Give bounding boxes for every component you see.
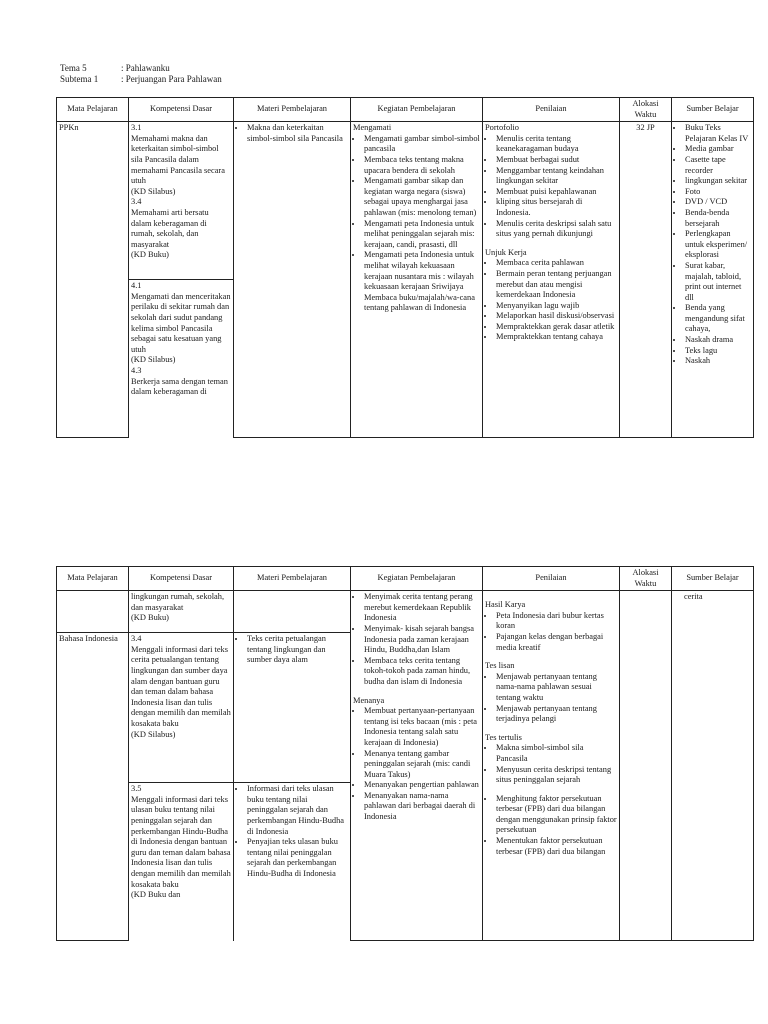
list-item: • Mengamati peta Indonesia untuk melihat peninggalan sejarah mis: kerajaan, candi, prasasti, dll — [363, 219, 480, 251]
list-item: • Informasi dari teks ulasan buku tentang nilai peninggalan sejarah dan perkembangan Hindu-Budha di Indonesia — [246, 784, 348, 837]
list-item: • Mengamati peta Indonesia untuk melihat wilayah kekuasaan kerajaan nusantara mis : wilayah kekuasaan kerajaan Sriwijaya Membaca buku/majalah/wa-cana tentang pahlawan di Indonesia — [363, 250, 480, 314]
penilaian-heading: Unjuk Kerja — [485, 247, 527, 257]
col-header-sumber-belajar: Sumber Belajar — [672, 98, 754, 122]
col-header-penilaian: Penilaian — [483, 567, 620, 591]
document-header — [60, 63, 222, 85]
list-item: • Penyajian teks ulasan buku tentang nilai peninggalan sejarah dan perkembangan Hindu-Budha di Indonesia — [246, 837, 348, 879]
list-item: • Benda yang mengandung sifat cahaya, — [684, 303, 751, 335]
tema-value: : Pahlawanku — [121, 63, 170, 73]
list-item: • DVD / VCD — [684, 197, 751, 208]
table-header-row — [57, 98, 754, 122]
list-item: • Foto — [684, 187, 751, 198]
list-item: • Menentukan faktor persekutuan terbesar (FPB) dari dua bilangan — [495, 836, 617, 857]
materi-cell — [234, 122, 351, 438]
col-header-penilaian: Penilaian — [483, 98, 620, 122]
materi-cell — [234, 591, 351, 633]
penilaian-cell — [483, 122, 620, 438]
alokasi-cell: 32 JP — [620, 122, 672, 438]
table-header-row — [57, 567, 754, 591]
col-header-alokasi-waktu: Alokasi Waktu — [620, 98, 672, 122]
list-item: • Menanyakan pengertian pahlawan — [363, 780, 480, 791]
list-item: • Buku Teks Pelajaran Kelas IV — [684, 123, 751, 144]
kegiatan-list — [353, 592, 480, 687]
kd-cell: 3.5 Menggali informasi dari teks ulasan buku tentang nilai peninggalan sejarah dan perkembangan Hindu-Budha di Indonesia dengan bantuan guru dan teman dalam bahasa Indonesia lisan dan tulis dengan memilih dan memilah kosakata baku (KD Buku dan — [129, 783, 234, 941]
list-item: • Menggambar tentang keindahan lingkungan sekitar — [495, 166, 617, 187]
sumber-list — [674, 123, 751, 367]
list-item: • Pajangan kelas dengan berbagai media kreatif — [495, 632, 617, 653]
list-item: • Menulis cerita deskripsi salah satu situs yang pernah dikunjungi — [495, 219, 617, 240]
list-item: • Menulis cerita tentang keanekaragaman budaya — [495, 134, 617, 155]
subject-cell: PPKn — [57, 122, 129, 438]
kegiatan-list — [353, 706, 480, 823]
list-item: • Mempraktekkan tentang cahaya — [495, 332, 617, 343]
subtema-value: : Perjuangan Para Pahlawan — [121, 74, 222, 84]
list-item: • Membaca teks cerita tentang tokoh-tokoh pada zaman hindu, budha dan islam di Indonesia — [363, 656, 480, 688]
table-row — [57, 591, 754, 633]
kegiatan-heading: Menanya — [353, 695, 385, 705]
penilaian-cell — [483, 591, 620, 941]
list-item: • Menghitung faktor persekutuan terbesar (FPB) dari dua bilangan dengan menggunakan prinsip faktor persekutuan — [495, 794, 617, 836]
penilaian-list — [485, 672, 617, 725]
materi-list — [236, 123, 348, 144]
list-item: • Media gambar — [684, 144, 751, 155]
materi-list — [236, 634, 348, 666]
list-item: • Menanya tentang gambar peninggalan sejarah (mis: candi Muara Takus) — [363, 749, 480, 781]
list-item: • Perlengkapan untuk eksperimen/ eksplorasi — [684, 229, 751, 261]
list-item: • Membuat berbagai sudut — [495, 155, 617, 166]
list-item: • Benda-benda bersejarah — [684, 208, 751, 229]
list-item: • Surat kabar, majalah, tabloid, print out internet dll — [684, 261, 751, 303]
list-item: • Mengamati gambar simbol-simbol pancasila — [363, 134, 480, 155]
list-item: • Membuat pertanyaan-pertanyaan tentang isi teks bacaan (mis : peta Indonesia tentang salah satu kerajaan di Indonesia) — [363, 706, 480, 748]
alokasi-cell — [620, 591, 672, 941]
list-item: • Makna simbol-simbol sila Pancasila — [495, 743, 617, 764]
list-item: • Naskah drama — [684, 335, 751, 346]
list-item: • Menyanyikan lagu wajib — [495, 301, 617, 312]
penilaian-list — [485, 258, 617, 343]
list-item: • Menanyakan nama-nama pahlawan dari berbagai daerah di Indonesia — [363, 791, 480, 823]
col-header-kegiatan: Kegiatan Pembelajaran — [351, 567, 483, 591]
list-item: • Menjawab pertanyaan tentang nama-nama pahlawan sesuai tentang waktu — [495, 672, 617, 704]
penilaian-heading: Tes lisan — [485, 661, 515, 671]
rpp-table-page-1 — [56, 97, 754, 438]
col-header-mata-pelajaran: Mata Pelajaran — [57, 567, 129, 591]
subject-cell — [57, 591, 129, 633]
list-item: • Membaca teks tentang makna upacara bendera di sekolah — [363, 155, 480, 176]
col-header-kompetensi-dasar: Kompetensi Dasar — [129, 98, 234, 122]
penilaian-list — [485, 611, 617, 653]
col-header-mata-pelajaran: Mata Pelajaran — [57, 98, 129, 122]
materi-cell — [234, 633, 351, 783]
penilaian-heading: Hasil Karya — [485, 600, 526, 610]
col-header-materi: Materi Pembelajaran — [234, 567, 351, 591]
list-item: • Menyusun cerita deskripsi tentang situs peninggalan sejarah — [495, 765, 617, 786]
list-item: • Casette tape recorder — [684, 155, 751, 176]
list-item: • Peta Indonesia dari bubur kertas koran — [495, 611, 617, 632]
kegiatan-heading: Mengamati — [353, 123, 392, 133]
kd-cell: 3.1 Memahami makna dan keterkaitan simbol-simbol sila Pancasila dalam memahami Pancasila secara utuh (KD Silabus) 3.4 Memahami arti bersatu dalam keberagaman di rumah, sekolah, dan masyarakat (KD Buku) — [129, 122, 234, 280]
col-header-materi: Materi Pembelajaran — [234, 98, 351, 122]
list-item: • Bermain peran tentang perjuangan merebut dan atau mengisi kemerdekaan Indonesia — [495, 269, 617, 301]
sumber-cell — [672, 122, 754, 438]
list-item: • Menyimak- kisah sejarah bangsa Indonesia pada zaman kerajaan Hindu, Buddha,dan Islam — [363, 624, 480, 656]
list-item: • Menjawab pertanyaan tentang terjadinya pelangi — [495, 704, 617, 725]
kd-cell: 3.4 Menggali informasi dari teks cerita petualangan tentang lingkungan dan sumber daya alam dengan bantuan guru dan teman dalam bahasa Indonesia lisan dan tulis dengan memilih dan memilah kosakata baku (KD Silabus) — [129, 633, 234, 783]
list-item: • Membuat puisi kepahlawanan — [495, 187, 617, 198]
list-item: • Melaporkan hasil diskusi/observasi — [495, 311, 617, 322]
rpp-table-page-2 — [56, 566, 754, 941]
col-header-kegiatan: Kegiatan Pembelajaran — [351, 98, 483, 122]
list-item: • kliping situs bersejarah di Indonesia. — [495, 197, 617, 218]
list-item: • Membaca cerita pahlawan — [495, 258, 617, 269]
tema-label: Tema 5 — [60, 63, 87, 73]
list-item: • Mengamati gambar sikap dan kegiatan warga negara (siswa) sebagai upaya menghargai jasa pahlawan (mis: menolong teman) — [363, 176, 480, 218]
materi-list — [236, 784, 348, 879]
list-item: • Teks cerita petualangan tentang lingkungan dan sumber daya alam — [246, 634, 348, 666]
kegiatan-cell — [351, 591, 483, 941]
kd-cell: 4.1 Mengamati dan menceritakan perilaku di sekitar rumah dan sekolah dari sudut pandang kelima simbol Pancasila sebagai satu kesatuan yang utuh (KD Silabus) 4.3 Berkerja sama dengan teman dalam keberagaman di — [129, 280, 234, 438]
list-item: • lingkungan sekitar — [684, 176, 751, 187]
kegiatan-cell — [351, 122, 483, 438]
col-header-kompetensi-dasar: Kompetensi Dasar — [129, 567, 234, 591]
list-item: • Menyimak cerita tentang perang merebut kemerdekaan Republik Indonesia — [363, 592, 480, 624]
subject-cell: Bahasa Indonesia — [57, 633, 129, 941]
penilaian-heading: Portofolio — [485, 123, 519, 133]
penilaian-list — [485, 794, 617, 858]
col-header-sumber-belajar: Sumber Belajar — [672, 567, 754, 591]
penilaian-list — [485, 743, 617, 785]
penilaian-heading: Tes tertulis — [485, 732, 522, 742]
list-item: • Mempraktekkan gerak dasar atletik — [495, 322, 617, 333]
kegiatan-list — [353, 134, 480, 314]
penilaian-list — [485, 134, 617, 240]
subtema-label: Subtema 1 — [60, 74, 99, 84]
list-item: • Naskah — [684, 356, 751, 367]
col-header-alokasi-waktu: Alokasi Waktu — [620, 567, 672, 591]
materi-cell — [234, 783, 351, 941]
list-item: • Makna dan keterkaitan simbol-simbol sila Pancasila — [246, 123, 348, 144]
kd-cell: lingkungan rumah, sekolah, dan masyarakat (KD Buku) — [129, 591, 234, 633]
list-item: • Teks lagu — [684, 346, 751, 357]
sumber-cell: cerita — [672, 591, 754, 941]
table-row — [57, 122, 754, 280]
